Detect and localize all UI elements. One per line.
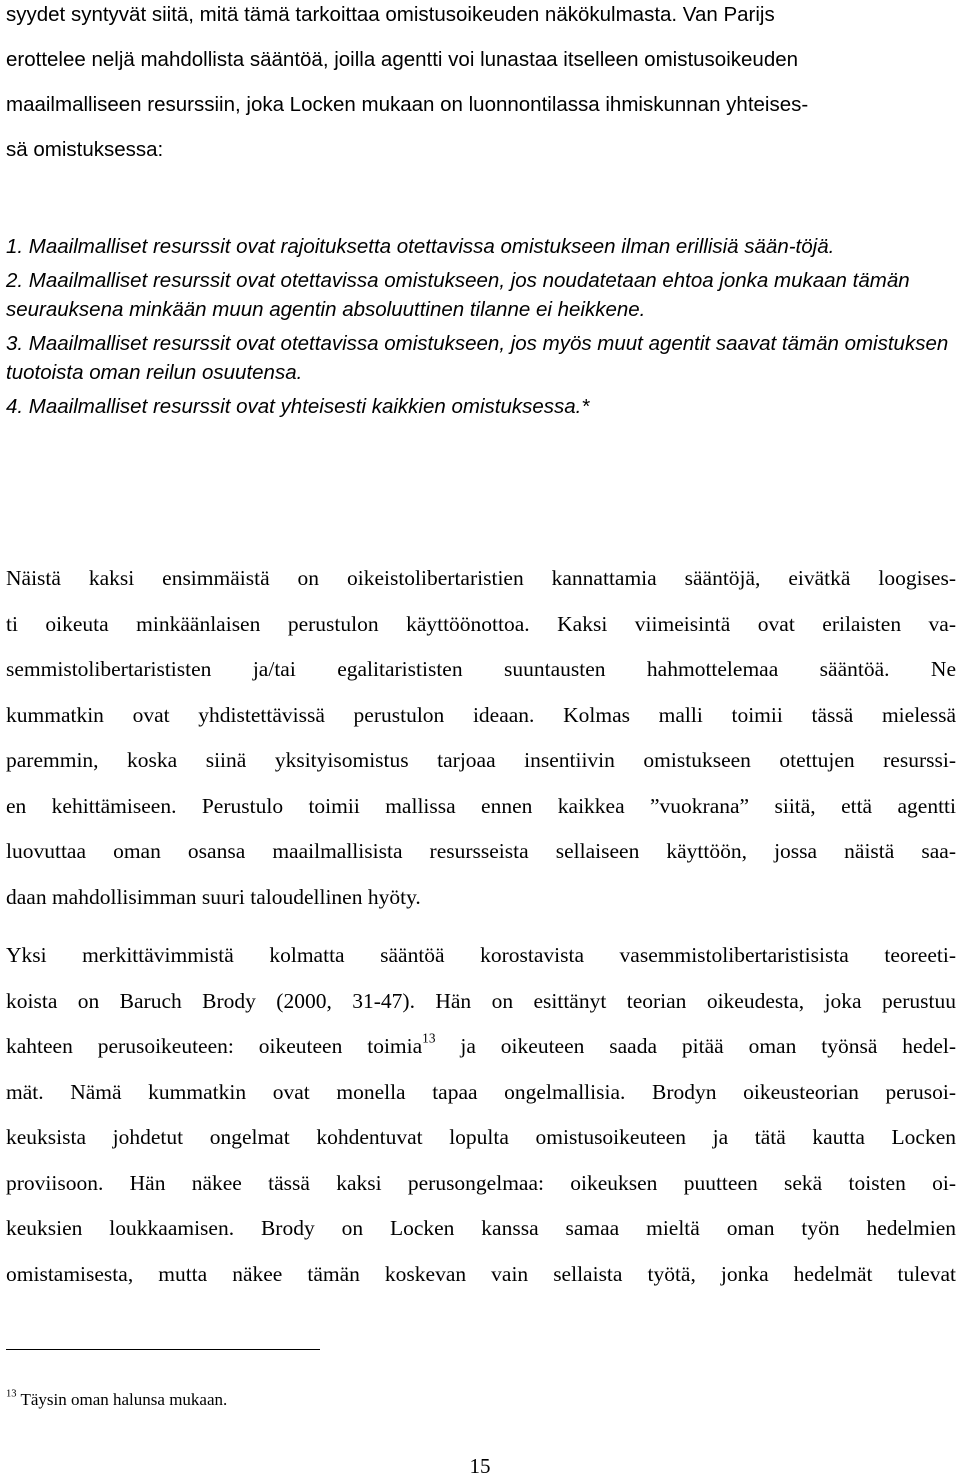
paragraph-line: mät. Nämä kummatkin ovat monella tapaa ongelmallisia. Brodyn oikeusteorian perusoi- bbox=[6, 1079, 956, 1104]
paragraph-line: en kehittämiseen. Perustulo toimii mallissa ennen kaikkea ”vuokrana” siitä, että agentti bbox=[6, 793, 956, 818]
intro-line: erottelee neljä mahdollista sääntöä, joilla agentti voi lunastaa itselleen omistusoikeuden bbox=[6, 48, 799, 71]
rules-list bbox=[6, 232, 956, 426]
paragraph-line-with-footnote-ref bbox=[6, 1024, 956, 1070]
footnote-13 bbox=[6, 1388, 227, 1412]
paragraph-line-last: daan mahdollisimman suuri taloudellinen hyöty. bbox=[6, 884, 421, 909]
page-number: 15 bbox=[469, 1454, 491, 1478]
paragraph-line: keuksien loukkaamisen. Brody on Locken kanssa samaa mieltä oman työn hedelmien bbox=[6, 1216, 956, 1240]
paragraph-line: paremmin, koska siinä yksityisomistus tarjoaa insentiivin omistukseen otettujen resurssi- bbox=[6, 748, 956, 772]
paragraph-line: luovuttaa oman osansa maailmallisista resursseista sellaiseen käyttöön, jossa näistä saa- bbox=[6, 839, 956, 863]
paragraph-line: Yksi merkittävimmistä kolmatta sääntöä korostavista vasemmistolibertaristisista teoreeti- bbox=[6, 943, 956, 967]
paragraph-line: Näistä kaksi ensimmäistä on oikeistolibertaristien kannattamia sääntöjä, eivätkä loogises- bbox=[6, 566, 956, 590]
paragraph-1 bbox=[6, 556, 956, 920]
footnote-reference[interactable]: 13 bbox=[422, 1030, 436, 1046]
paragraph-line: koista on Baruch Brody (2000, 31-47). Hän on esittänyt teorian oikeudesta, joka perustuu bbox=[6, 988, 956, 1013]
paragraph-line: keuksista johdetut ongelmat kohdentuvat lopulta omistusoikeuteen ja tätä kautta Locken bbox=[6, 1125, 956, 1149]
rule-item-1: 1. Maailmalliset resurssit ovat rajoituksetta otettavissa omistukseen ilman erillisiä sään-töjä. bbox=[6, 235, 835, 258]
footnote-separator bbox=[6, 1349, 320, 1350]
rule-item-4: 4. Maailmalliset resurssit ovat yhteisesti kaikkien omistuksessa.* bbox=[6, 395, 590, 418]
text-after-footnote-ref: ja oikeuteen saada pitää oman työnsä hedel- bbox=[435, 1034, 956, 1058]
paragraph-line: kummatkin ovat yhdistettävissä perustulon ideaan. Kolmas malli toimii tässä mielessä bbox=[6, 702, 956, 727]
paragraph-line: proviisoon. Hän näkee tässä kaksi perusongelmaa: oikeuksen puutteen sekä toisten oi- bbox=[6, 1170, 956, 1195]
intro-paragraph bbox=[6, 0, 956, 172]
paragraph-line: semmistolibertarististen ja/tai egalitarististen suuntausten hahmottelemaa sääntöä. Ne bbox=[6, 657, 956, 681]
intro-line: maailmalliseen resurssiin, joka Locken mukaan on luonnontilassa ihmiskunnan yhteises- bbox=[6, 93, 809, 116]
rule-item-3: 3. Maailmalliset resurssit ovat otettavissa omistukseen, jos myös muut agentit saavat tämän omistuksen tuotoista oman reilun osuutensa. bbox=[6, 332, 949, 384]
paragraph-line: ti oikeuta minkäänlaisen perustulon käyttöönottoa. Kaksi viimeisintä ovat erilaisten va- bbox=[6, 611, 956, 636]
text-before-footnote-ref: kahteen perusoikeuteen: oikeuteen toimia bbox=[6, 1034, 423, 1058]
paragraph-2 bbox=[6, 933, 956, 1297]
paragraph-line: omistamisesta, mutta näkee tämän koskevan vain sellaista työtä, jonka hedelmät tulevat bbox=[6, 1261, 956, 1286]
footnote-text: Täysin oman halunsa mukaan. bbox=[16, 1390, 228, 1409]
intro-line: sä omistuksessa: bbox=[6, 138, 164, 161]
footnote-marker: 13 bbox=[6, 1388, 17, 1400]
intro-line: syydet syntyvät siitä, mitä tämä tarkoittaa omistusoikeuden näkökulmasta. Van Parijs bbox=[6, 3, 775, 26]
rule-item-2: 2. Maailmalliset resurssit ovat otettavissa omistukseen, jos noudatetaan ehtoa jonka mukaan tämän seurauksena minkään muun agentin absoluuttinen tilanne ei heikkene. bbox=[6, 269, 910, 321]
